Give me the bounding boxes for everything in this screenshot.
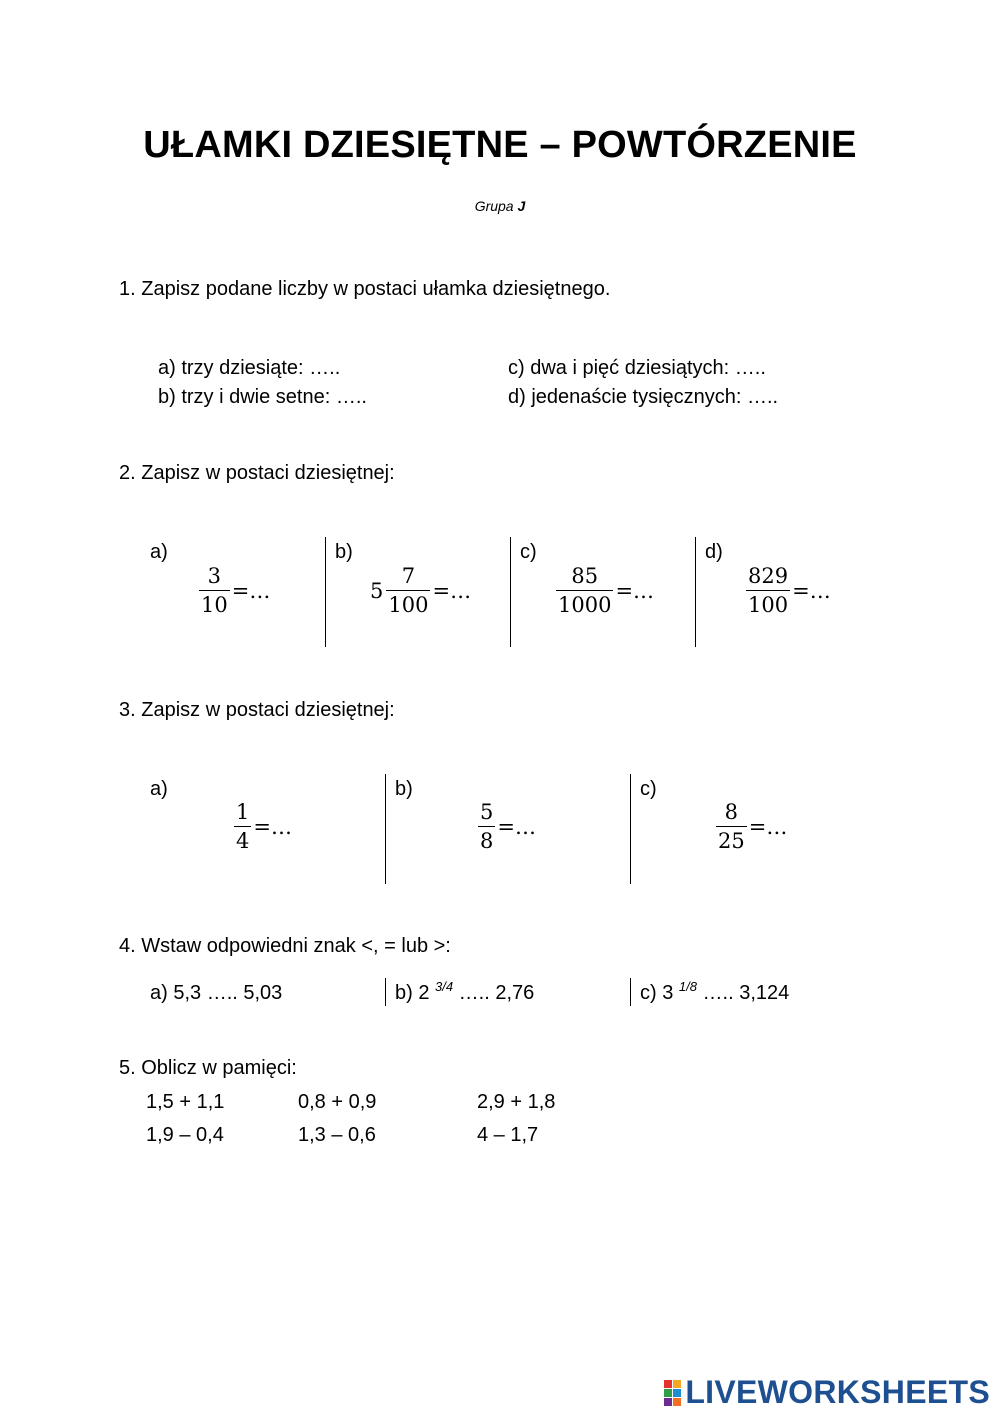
q4-b-prefix: b) 2	[395, 982, 436, 1004]
fraction	[556, 565, 613, 617]
numerator: 3	[207, 564, 222, 588]
divider	[510, 537, 511, 647]
divider	[630, 978, 631, 1006]
answer-blank: =…	[615, 579, 655, 604]
divider	[695, 537, 696, 647]
numerator: 829	[748, 564, 789, 588]
q4-b-fraction: 3/4	[435, 979, 454, 994]
q2-expression-b	[370, 565, 471, 617]
logo-cell	[673, 1389, 681, 1397]
denominator: 1000	[556, 590, 613, 617]
whole-part: 5	[370, 579, 384, 604]
answer-blank: =…	[792, 579, 831, 604]
q3-label-c: c)	[640, 778, 657, 800]
q5-cell: 1,3 – 0,6	[298, 1124, 376, 1146]
q5-cell: 0,8 + 0,9	[298, 1091, 377, 1113]
fraction	[746, 565, 790, 617]
q4-b-suffix: ….. 2,76	[453, 982, 535, 1004]
fraction	[386, 565, 430, 617]
group-label	[0, 198, 1000, 214]
q5-cell: 1,5 + 1,1	[146, 1091, 225, 1113]
q4-item-b	[395, 979, 535, 1005]
answer-blank: =…	[748, 815, 788, 840]
fraction	[199, 565, 230, 617]
answer-blank: =…	[432, 579, 472, 604]
q2-expression-a	[199, 565, 270, 617]
q4-item-c	[640, 979, 790, 1005]
q1-prompt: 1. Zapisz podane liczby w postaci ułamka dziesiętnego.	[119, 278, 611, 300]
denominator: 25	[716, 826, 747, 853]
q3-label-b: b)	[395, 778, 413, 800]
q4-c-prefix: c) 3	[640, 982, 679, 1004]
page-title: UŁAMKI DZIESIĘTNE – POWTÓRZENIE	[143, 124, 857, 166]
fraction	[234, 801, 251, 853]
logo-grid-icon	[664, 1380, 681, 1406]
numerator: 85	[571, 564, 599, 588]
q1-item-a: a) trzy dziesiąte: …..	[158, 357, 341, 379]
answer-blank: =…	[231, 579, 271, 604]
q3-expression-c	[716, 801, 787, 853]
logo-text: LIVEWORKSHEETS	[685, 1374, 990, 1410]
q2-expression-d	[746, 565, 831, 617]
numerator: 7	[401, 564, 416, 588]
divider	[385, 774, 386, 884]
liveworksheets-logo	[664, 1374, 990, 1411]
logo-cell	[664, 1380, 672, 1388]
logo-cell	[664, 1398, 672, 1406]
q1-item-c: c) dwa i pięć dziesiątych: …..	[508, 357, 766, 379]
fraction	[478, 801, 495, 853]
q3-label-a: a)	[150, 778, 168, 800]
q4-c-fraction: 1/8	[678, 979, 697, 994]
logo-cell	[673, 1380, 681, 1388]
numerator: 8	[724, 800, 739, 824]
divider	[385, 978, 386, 1006]
denominator: 4	[234, 826, 251, 853]
q5-cell: 4 – 1,7	[477, 1124, 539, 1146]
q2-expression-c	[556, 565, 654, 617]
q3-prompt: 3. Zapisz w postaci dziesiętnej:	[119, 699, 395, 721]
q3-expression-b	[478, 801, 536, 853]
denominator: 10	[199, 590, 230, 617]
q3-expression-a	[234, 801, 292, 853]
divider	[325, 537, 326, 647]
q5-cell: 2,9 + 1,8	[477, 1091, 556, 1113]
fraction	[716, 801, 747, 853]
logo-cell	[664, 1389, 672, 1397]
group-label-text: Grupa	[474, 198, 514, 214]
q1-item-d: d) jedenaście tysięcznych: …..	[508, 386, 779, 408]
q2-label-a: a)	[150, 541, 168, 563]
numerator: 1	[236, 800, 250, 824]
q4-item-a: a) 5,3 ….. 5,03	[150, 982, 283, 1004]
logo-cell	[673, 1398, 681, 1406]
q5-cell: 1,9 – 0,4	[146, 1124, 224, 1146]
answer-blank: =…	[497, 815, 536, 840]
numerator: 5	[480, 800, 494, 824]
q4-c-suffix: ….. 3,124	[696, 982, 790, 1004]
answer-blank: =…	[253, 815, 292, 840]
denominator: 8	[478, 826, 495, 853]
q1-item-b: b) trzy i dwie setne: …..	[158, 386, 367, 408]
q2-label-d: d)	[705, 541, 723, 563]
divider	[630, 774, 631, 884]
q2-label-c: c)	[520, 541, 537, 563]
denominator: 100	[386, 590, 430, 617]
denominator: 100	[746, 590, 790, 617]
q5-prompt: 5. Oblicz w pamięci:	[119, 1057, 297, 1079]
q2-label-b: b)	[335, 541, 353, 563]
q4-prompt: 4. Wstaw odpowiedni znak <, = lub >:	[119, 935, 451, 957]
group-letter: J	[517, 198, 526, 214]
q2-prompt: 2. Zapisz w postaci dziesiętnej:	[119, 462, 395, 484]
